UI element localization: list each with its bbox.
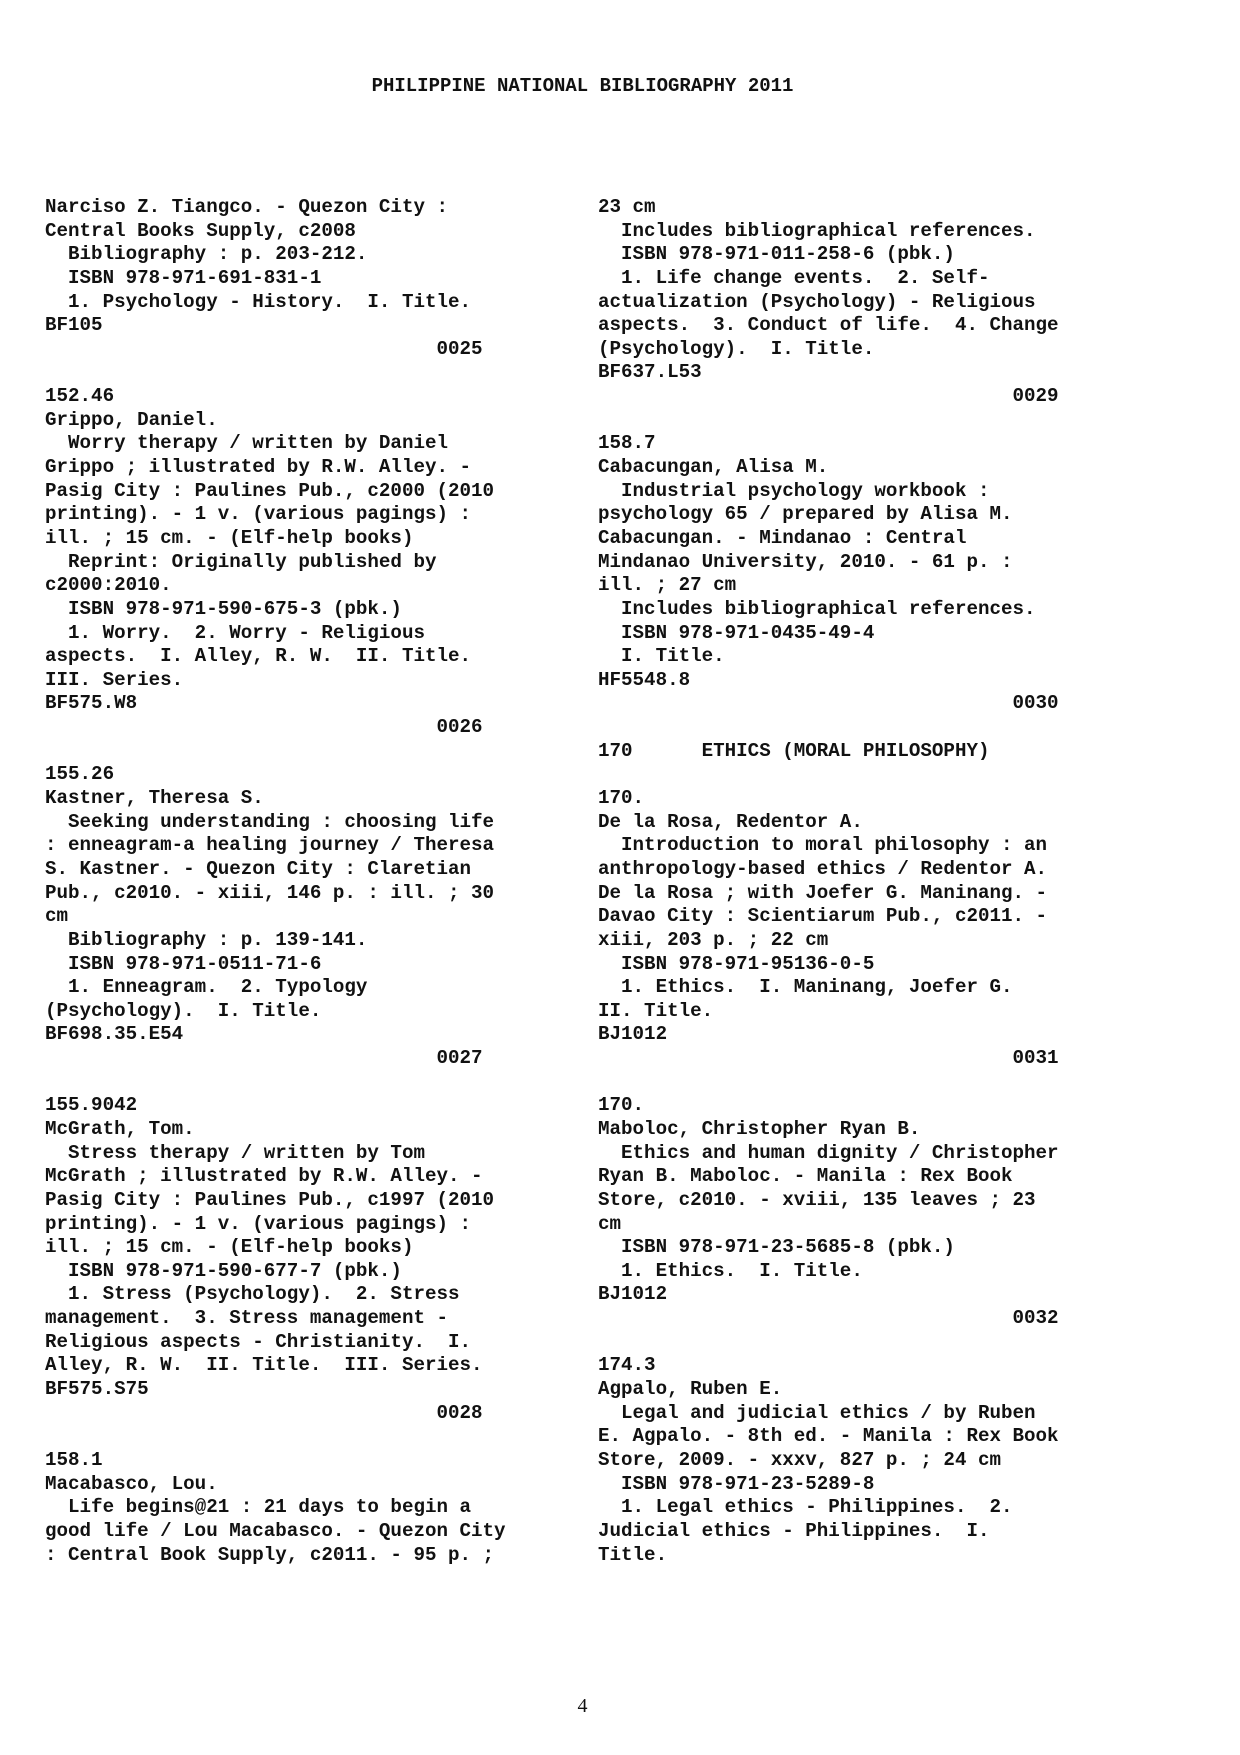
text-line <box>598 1071 1113 1095</box>
text-line: ISBN 978-971-23-5685-8 (pbk.) <box>598 1236 955 1259</box>
text-line: Grippo, Daniel. <box>45 408 218 431</box>
text-line: Macabasco, Lou. <box>45 1472 218 1495</box>
page-header-title: PHILIPPINE NATIONAL BIBLIOGRAPHY 2011 <box>371 75 794 97</box>
text-line: Mindanao University, 2010. - 61 p. : <box>598 550 1013 573</box>
text-line: 170. <box>598 787 645 810</box>
text-line: 158.1 <box>45 1448 103 1471</box>
text-line: aspects. 3. Conduct of life. 4. Change <box>598 314 1059 337</box>
text-line: Store, c2010. - xviii, 135 leaves ; 23 <box>598 1188 1036 1211</box>
text-line: 1. Life change events. 2. Self- <box>598 266 990 289</box>
text-line: Bibliography : p. 203-212. <box>45 243 368 266</box>
text-line: BF105 <box>45 314 103 337</box>
text-line: BF575.W8 <box>45 692 138 715</box>
text-line: ill. ; 15 cm. - (Elf-help books) <box>45 526 414 549</box>
text-line: Store, 2009. - xxxv, 827 p. ; 24 cm <box>598 1448 1002 1471</box>
text-line: Kastner, Theresa S. <box>45 787 264 810</box>
text-line: 174.3 <box>598 1354 656 1377</box>
text-line: ISBN 978-971-95136-0-5 <box>598 952 875 975</box>
text-line: Grippo ; illustrated by R.W. Alley. - <box>45 456 472 479</box>
text-line: ISBN 978-971-691-831-1 <box>45 266 322 289</box>
text-line: McGrath ; illustrated by R.W. Alley. - <box>45 1165 483 1188</box>
text-line: BF637.L53 <box>598 361 702 384</box>
text-line: Industrial psychology workbook : <box>598 479 990 502</box>
text-line: cm <box>45 905 69 928</box>
text-line: Legal and judicial ethics / by Ruben <box>598 1401 1036 1424</box>
text-line: 0032 <box>598 1307 1059 1330</box>
text-line: good life / Lou Macabasco. - Quezon City <box>45 1519 506 1542</box>
text-line: ISBN 978-971-590-675-3 (pbk.) <box>45 597 402 620</box>
text-line: Judicial ethics - Philippines. I. <box>598 1519 990 1542</box>
right-column <box>598 196 1113 1567</box>
text-line: BF698.35.E54 <box>45 1023 184 1046</box>
text-line <box>45 1071 560 1095</box>
text-line: Title. <box>598 1543 668 1566</box>
text-line: management. 3. Stress management - <box>45 1307 449 1330</box>
text-line: Bibliography : p. 139-141. <box>45 928 368 951</box>
text-line: (Psychology). I. Title. <box>45 999 322 1022</box>
text-line: Ryan B. Maboloc. - Manila : Rex Book <box>598 1165 1013 1188</box>
text-line <box>45 361 560 385</box>
text-line: ISBN 978-971-23-5289-8 <box>598 1472 875 1495</box>
text-line: E. Agpalo. - 8th ed. - Manila : Rex Book <box>598 1425 1059 1448</box>
text-line: 0030 <box>598 692 1059 715</box>
text-line: 1. Ethics. I. Title. <box>598 1259 863 1282</box>
text-line: 0027 <box>45 1047 483 1070</box>
text-line: III. Series. <box>45 668 184 691</box>
text-line: 170. <box>598 1094 645 1117</box>
text-line: printing). - 1 v. (various pagings) : <box>45 1212 472 1235</box>
text-line: printing). - 1 v. (various pagings) : <box>45 503 472 526</box>
text-line: I. Title. <box>598 645 725 668</box>
left-column <box>45 196 560 1567</box>
text-line: anthropology-based ethics / Redentor A. <box>598 857 1048 880</box>
text-line <box>598 409 1113 433</box>
text-line: Davao City : Scientiarum Pub., c2011. - <box>598 905 1048 928</box>
text-line <box>45 740 560 764</box>
text-line: 1. Worry. 2. Worry - Religious <box>45 621 425 644</box>
text-line: ISBN 978-971-0511-71-6 <box>45 952 322 975</box>
text-line: S. Kastner. - Quezon City : Claretian <box>45 857 472 880</box>
text-line: BF575.S75 <box>45 1378 149 1401</box>
text-line: 1. Psychology - History. I. Title. <box>45 290 472 313</box>
text-line: 0031 <box>598 1047 1059 1070</box>
text-line: 0026 <box>45 716 483 739</box>
text-line: BJ1012 <box>598 1023 668 1046</box>
text-line <box>598 763 1113 787</box>
text-line: Ethics and human dignity / Christopher <box>598 1141 1059 1164</box>
text-line: : Central Book Supply, c2011. - 95 p. ; <box>45 1543 495 1566</box>
text-line <box>45 1425 560 1449</box>
text-line: 1. Stress (Psychology). 2. Stress <box>45 1283 460 1306</box>
text-line: Seeking understanding : choosing life <box>45 810 495 833</box>
text-line: ISBN 978-971-590-677-7 (pbk.) <box>45 1259 402 1282</box>
text-line: Life begins@21 : 21 days to begin a <box>45 1496 472 1519</box>
text-line: (Psychology). I. Title. <box>598 337 875 360</box>
text-line: Worry therapy / written by Daniel <box>45 432 449 455</box>
text-line: McGrath, Tom. <box>45 1117 195 1140</box>
text-line: De la Rosa, Redentor A. <box>598 810 863 833</box>
text-line: Reprint: Originally published by <box>45 550 437 573</box>
text-line: psychology 65 / prepared by Alisa M. <box>598 503 1013 526</box>
text-line <box>598 1331 1113 1355</box>
text-line: Cabacungan. - Mindanao : Central <box>598 526 967 549</box>
text-line: 1. Legal ethics - Philippines. 2. <box>598 1496 1013 1519</box>
text-line: 1. Enneagram. 2. Typology <box>45 976 368 999</box>
text-line: Pasig City : Paulines Pub., c1997 (2010 <box>45 1188 495 1211</box>
text-line: actualization (Psychology) - Religious <box>598 290 1036 313</box>
text-line: Agpalo, Ruben E. <box>598 1378 783 1401</box>
text-line: 158.7 <box>598 432 656 455</box>
text-line: Includes bibliographical references. <box>598 219 1036 242</box>
text-line: Religious aspects - Christianity. I. <box>45 1330 472 1353</box>
text-line: 152.46 <box>45 385 115 408</box>
text-line: 170 ETHICS (MORAL PHILOSOPHY) <box>598 739 990 762</box>
text-line: 155.9042 <box>45 1094 138 1117</box>
text-line: HF5548.8 <box>598 668 691 691</box>
text-line: 0029 <box>598 385 1059 408</box>
text-line: Alley, R. W. II. Title. III. Series. <box>45 1354 483 1377</box>
text-line: 1. Ethics. I. Maninang, Joefer G. <box>598 976 1013 999</box>
page-number: 4 <box>577 1695 588 1717</box>
text-line: xiii, 203 p. ; 22 cm <box>598 928 829 951</box>
text-line: ill. ; 15 cm. - (Elf-help books) <box>45 1236 414 1259</box>
text-line: Stress therapy / written by Tom <box>45 1141 425 1164</box>
text-line: 23 cm <box>598 196 656 218</box>
text-line: ISBN 978-971-0435-49-4 <box>598 621 875 644</box>
text-line: aspects. I. Alley, R. W. II. Title. <box>45 645 472 668</box>
text-line: 0028 <box>45 1401 483 1424</box>
text-line: Cabacungan, Alisa M. <box>598 456 829 479</box>
text-line: Narciso Z. Tiangco. - Quezon City : <box>45 196 449 218</box>
text-line: Maboloc, Christopher Ryan B. <box>598 1117 921 1140</box>
text-line: ill. ; 27 cm <box>598 574 737 597</box>
text-line: Pasig City : Paulines Pub., c2000 (2010 <box>45 479 495 502</box>
text-line: Includes bibliographical references. <box>598 597 1036 620</box>
text-line: : enneagram-a healing journey / Theresa <box>45 834 495 857</box>
text-line: II. Title. <box>598 999 714 1022</box>
text-line: cm <box>598 1212 622 1235</box>
text-line: ISBN 978-971-011-258-6 (pbk.) <box>598 243 955 266</box>
text-line <box>598 716 1113 740</box>
text-line: BJ1012 <box>598 1283 668 1306</box>
text-line: Pub., c2010. - xiii, 146 p. : ill. ; 30 <box>45 881 495 904</box>
text-line: c2000:2010. <box>45 574 172 597</box>
text-line: De la Rosa ; with Joefer G. Maninang. - <box>598 881 1048 904</box>
text-line: 0025 <box>45 337 483 360</box>
text-line: Introduction to moral philosophy : an <box>598 834 1048 857</box>
text-line: 155.26 <box>45 763 115 786</box>
text-line: Central Books Supply, c2008 <box>45 219 356 242</box>
